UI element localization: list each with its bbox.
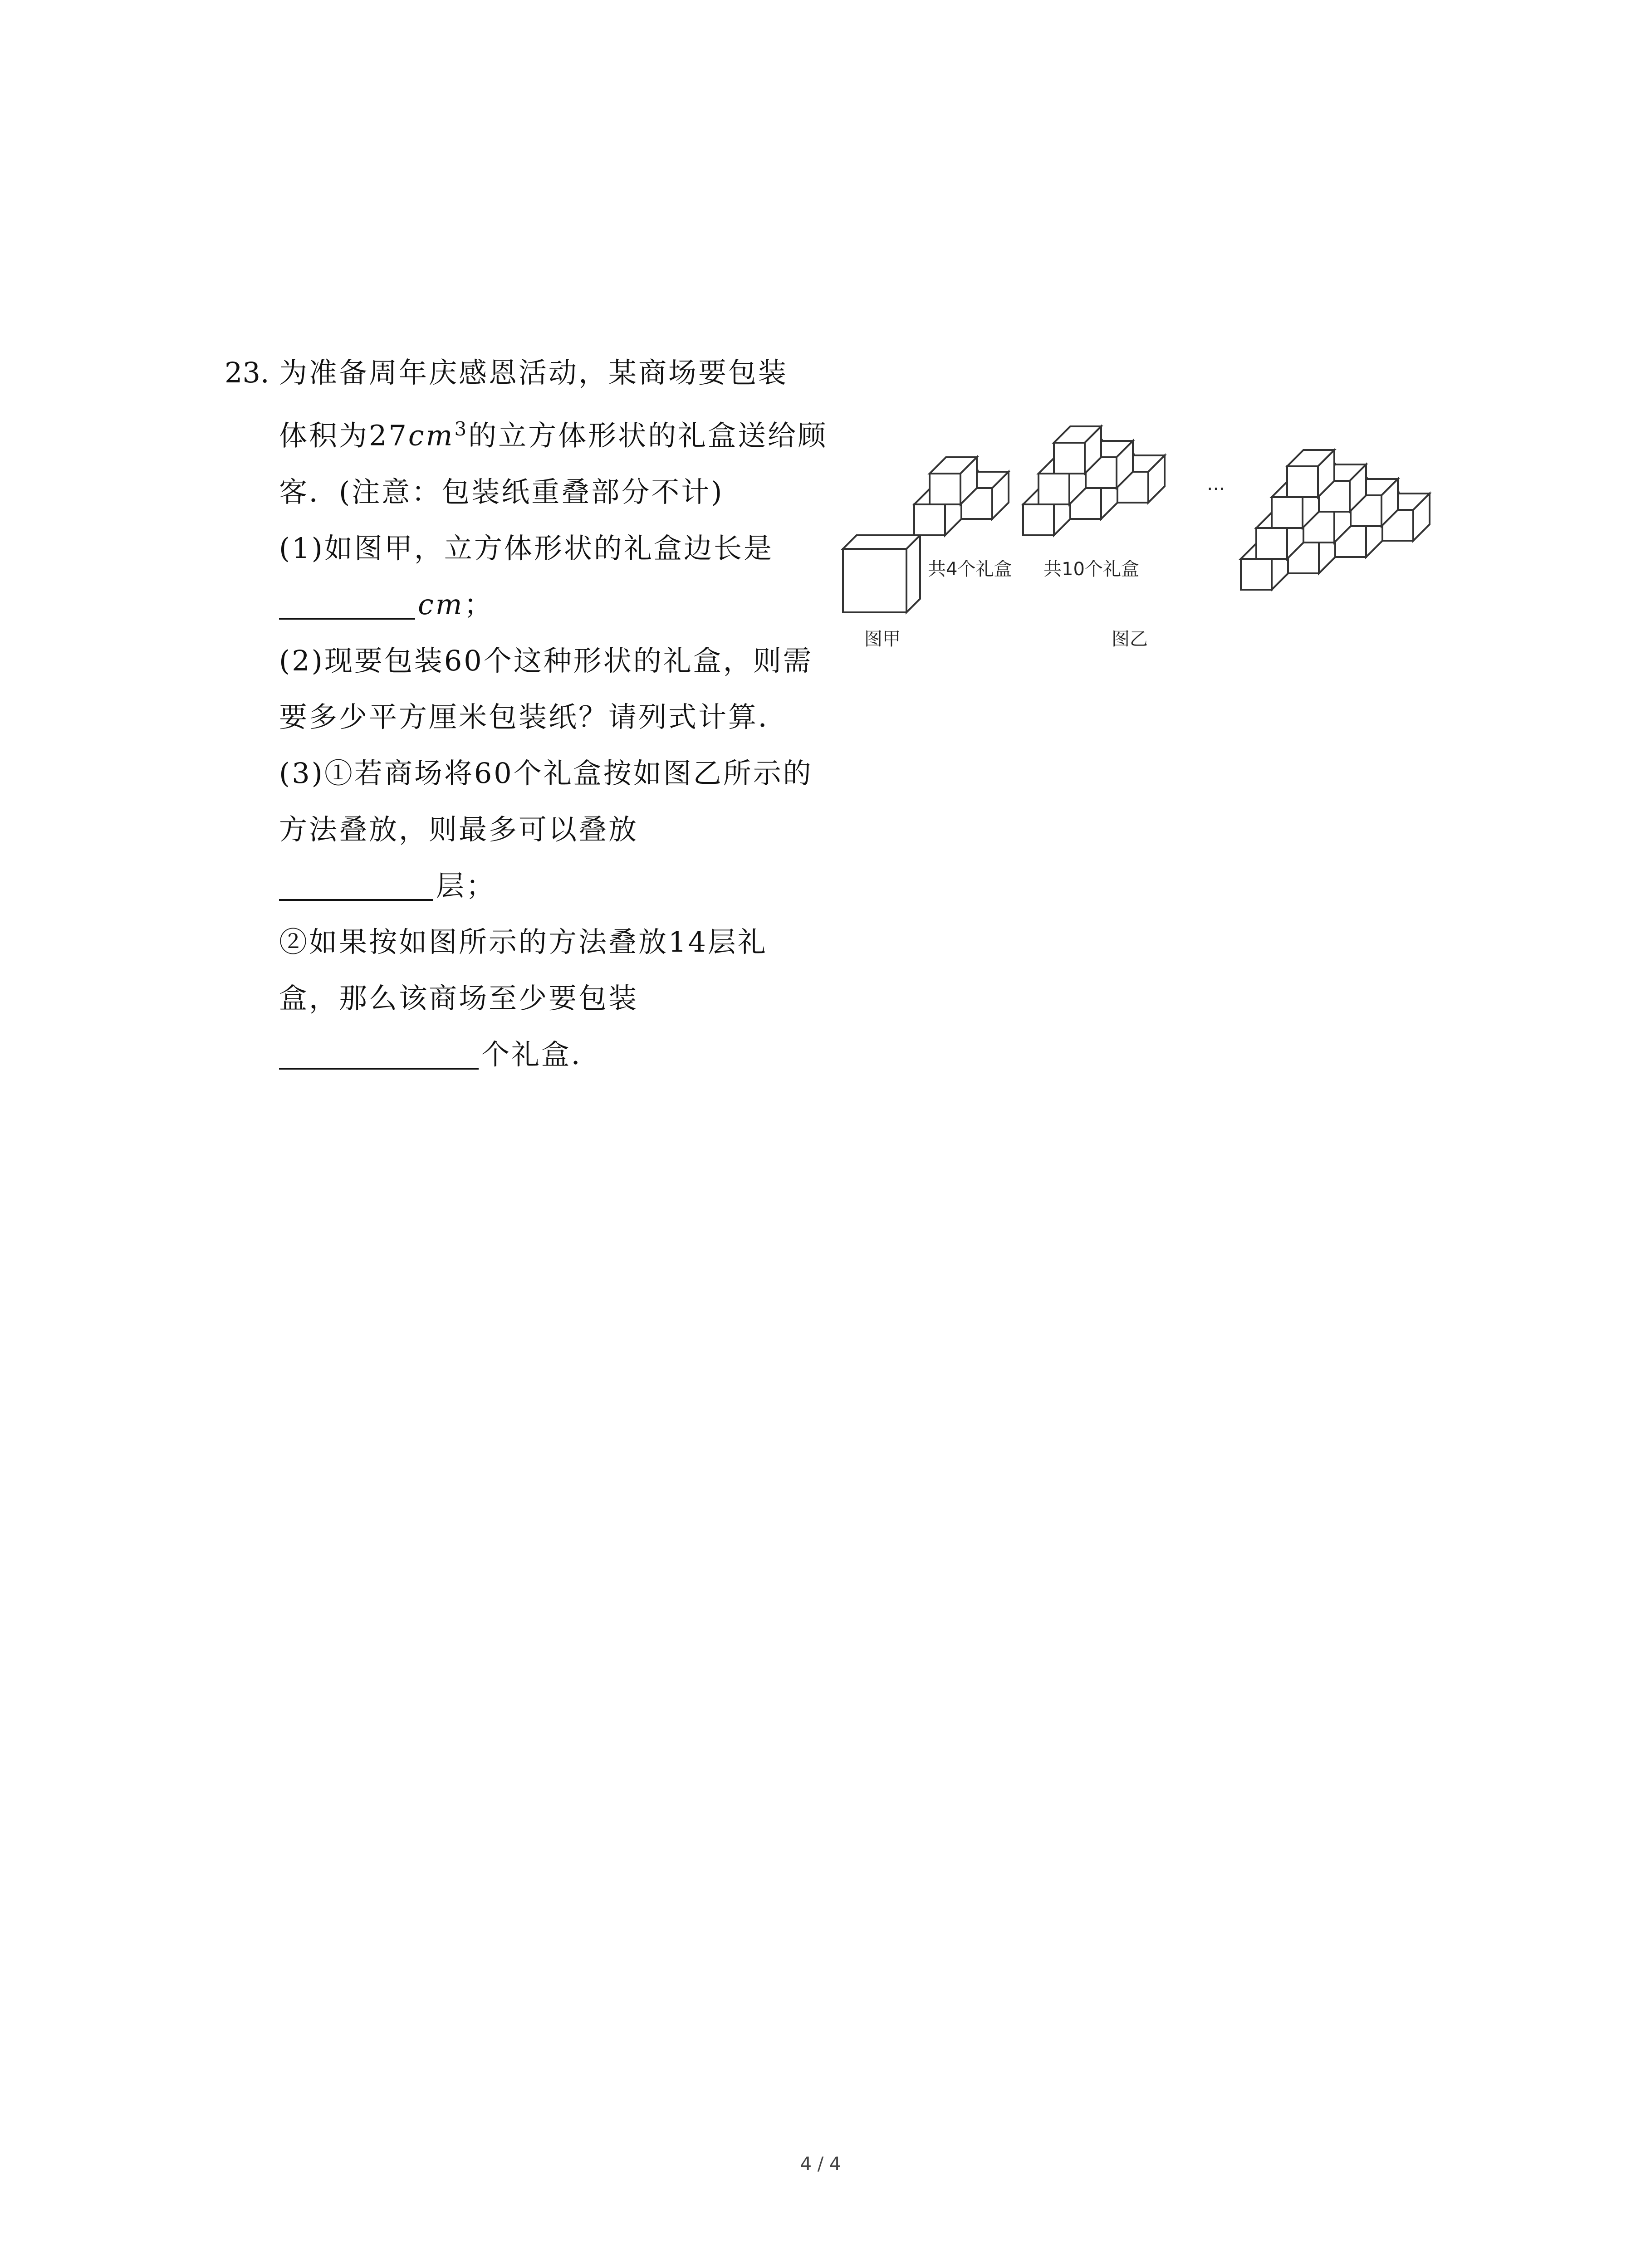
part-3-answer-1: 层；: [225, 858, 823, 914]
ellipsis: …: [1207, 474, 1225, 494]
figure-yi-4-cubes: [914, 457, 1009, 535]
part-3-answer-2: 个礼盒．: [225, 1026, 823, 1083]
question-line-3: 客．(注意：包装纸重叠部分不计): [279, 475, 724, 508]
page-number: 4 / 4: [800, 2154, 841, 2175]
figure-yi-15-cubes: [1241, 450, 1430, 590]
part-3-line-4: 盒，那么该商场至少要包装: [279, 981, 639, 1015]
answer-blank-1[interactable]: [279, 586, 415, 620]
caption-yi: 图乙: [1112, 629, 1148, 650]
question-23: [225, 345, 828, 1083]
part-2-line-2: 要多少平方厘米包装纸？请列式计算．: [279, 700, 789, 733]
cube: [843, 535, 920, 612]
cube-figure-svg: [817, 336, 1474, 680]
part-1-answer: cm；: [225, 577, 823, 633]
answer-blank-3[interactable]: [279, 1036, 479, 1070]
part-2-line-1: (2)现要包装60个这种形状的礼盒，则需: [279, 644, 813, 677]
figure-yi-10-cubes: [1023, 426, 1165, 535]
question-line-2: 体积为$27cm^3$的立方体形状的礼盒送给顾: [279, 418, 828, 452]
part-3-line-2: 方法叠放，则最多可以叠放: [279, 812, 639, 846]
cube-figure: [817, 336, 1474, 680]
part-3-line-3: ②如果按如图所示的方法叠放14层礼: [279, 925, 768, 958]
caption-jia: 图甲: [864, 629, 901, 650]
question-line-1: 23. 为准备周年庆感恩活动，某商场要包装: [225, 345, 823, 401]
part-3-line-1: (3)①若商场将60个礼盒按如图乙所示的: [279, 756, 813, 790]
figure-jia-single-cube: [843, 535, 920, 612]
caption-10-boxes: 共10个礼盒: [1043, 559, 1139, 580]
question-number: 23.: [225, 356, 269, 389]
caption-4-boxes: 共4个礼盒: [928, 559, 1012, 580]
answer-blank-2[interactable]: [279, 867, 433, 901]
part-1: (1)如图甲，立方体形状的礼盒边长是: [279, 531, 774, 565]
